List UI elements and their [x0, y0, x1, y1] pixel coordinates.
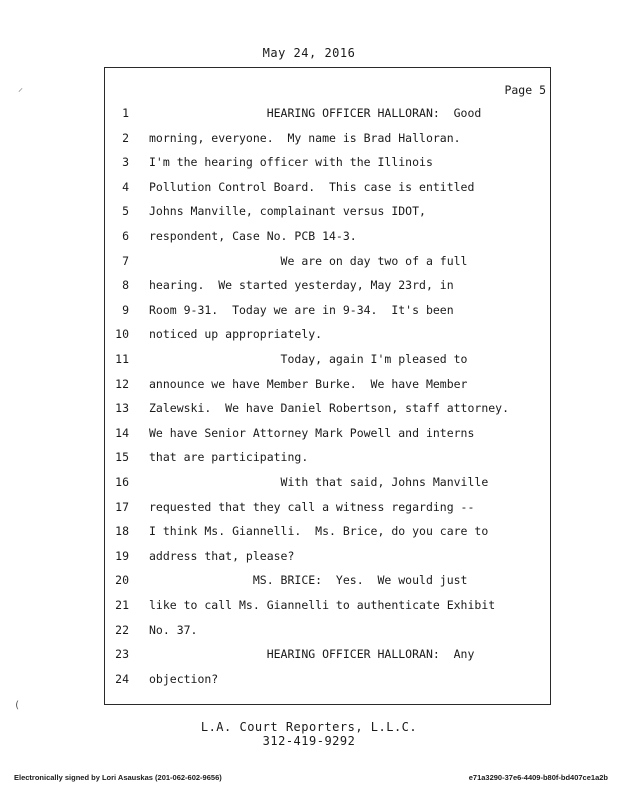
- line-number: 8: [122, 278, 129, 293]
- line-number: 16: [115, 475, 129, 489]
- line-number: 1: [122, 106, 129, 120]
- transcript-line: [105, 352, 550, 376]
- line-text: HEARING OFFICER HALLORAN: Any: [149, 647, 475, 662]
- line-text: requested that they call a witness regarding --: [149, 499, 475, 514]
- line-number: 11: [115, 352, 129, 366]
- scan-mark: (: [14, 700, 21, 711]
- line-number: 9: [122, 302, 129, 317]
- line-text: Pollution Control Board. This case is entitled: [149, 179, 475, 194]
- transcript-line: [105, 303, 550, 327]
- transcript-line: [105, 254, 550, 278]
- line-text: With that said, Johns Manville: [149, 475, 489, 489]
- transcript-line: [105, 229, 550, 253]
- line-text: I'm the hearing officer with the Illinois: [149, 155, 433, 170]
- transcript-line: [105, 180, 550, 204]
- transcript-line: [105, 131, 550, 155]
- scan-mark: ⸝: [18, 83, 23, 94]
- line-number: 17: [115, 499, 129, 514]
- line-number: 19: [115, 548, 129, 563]
- line-number: 3: [122, 155, 129, 170]
- line-number: 14: [115, 425, 129, 440]
- line-text: like to call Ms. Giannelli to authenticate Exhibit: [149, 598, 496, 612]
- line-number: 20: [115, 573, 129, 588]
- transcript-line: [105, 401, 550, 425]
- court-reporter-name: L.A. Court Reporters, L.L.C.: [200, 720, 418, 734]
- line-text: Johns Manville, complainant versus IDOT,: [149, 204, 426, 219]
- electronic-signature: Electronically signed by Lori Asauskas (201-062-602-9656): [14, 773, 222, 782]
- court-reporter-phone: 312-419-9292: [262, 734, 356, 748]
- transcript-line: [105, 524, 550, 548]
- line-number: 22: [115, 622, 129, 637]
- page-number: Page 5: [504, 83, 546, 97]
- line-text: that are participating.: [149, 450, 309, 465]
- line-number: 18: [115, 524, 129, 539]
- line-number: 2: [122, 130, 129, 145]
- transcript-line: [105, 549, 550, 573]
- line-text: No. 37.: [149, 622, 198, 637]
- transcript-line: [105, 327, 550, 351]
- transcript-line: [105, 500, 550, 524]
- line-text: We have Senior Attorney Mark Powell and interns: [149, 425, 475, 440]
- transcript-line: [105, 573, 550, 597]
- transcript-line: [105, 155, 550, 179]
- transcript-line: [105, 647, 550, 671]
- line-number: 23: [115, 647, 129, 662]
- line-text: HEARING OFFICER HALLORAN: Good: [149, 106, 482, 120]
- line-text: Today, again I'm pleased to: [149, 352, 468, 366]
- line-number: 15: [115, 450, 129, 465]
- transcript-line: [105, 426, 550, 450]
- line-number: 21: [115, 598, 129, 612]
- line-number: 4: [122, 179, 129, 194]
- line-text: respondent, Case No. PCB 14-3.: [149, 229, 357, 243]
- transcript-date: May 24, 2016: [262, 46, 356, 60]
- line-text: noticed up appropriately.: [149, 327, 323, 342]
- line-text: MS. BRICE: Yes. We would just: [149, 573, 468, 588]
- transcript-line: [105, 278, 550, 302]
- transcript-line: [105, 450, 550, 474]
- line-text: morning, everyone. My name is Brad Halloran.: [149, 130, 461, 145]
- line-text: Zalewski. We have Daniel Robertson, staff attorney.: [149, 401, 510, 416]
- line-number: 10: [115, 327, 129, 342]
- line-number: 13: [115, 401, 129, 416]
- line-text: I think Ms. Giannelli. Ms. Brice, do you care to: [149, 524, 489, 539]
- line-text: We are on day two of a full: [149, 253, 468, 268]
- transcript-line: [105, 475, 550, 499]
- document-hash: e71a3290-37e6-4409-b80f-bd407ce1a2b: [468, 773, 608, 782]
- line-number: 6: [122, 229, 129, 243]
- transcript-page-frame: [104, 67, 551, 705]
- line-number: 5: [122, 204, 129, 219]
- line-text: objection?: [149, 671, 219, 686]
- transcript-line: [105, 204, 550, 228]
- line-number: 7: [122, 253, 129, 268]
- line-text: address that, please?: [149, 548, 295, 563]
- line-text: hearing. We started yesterday, May 23rd, in: [149, 278, 454, 293]
- line-text: Room 9-31. Today we are in 9-34. It's been: [149, 302, 454, 317]
- line-number: 12: [115, 376, 129, 391]
- line-text: announce we have Member Burke. We have Member: [149, 376, 468, 391]
- transcript-line: [105, 377, 550, 401]
- transcript-line: [105, 598, 550, 622]
- transcript-line: [105, 672, 550, 696]
- transcript-line: [105, 623, 550, 647]
- line-number: 24: [115, 671, 129, 686]
- transcript-line: [105, 106, 550, 130]
